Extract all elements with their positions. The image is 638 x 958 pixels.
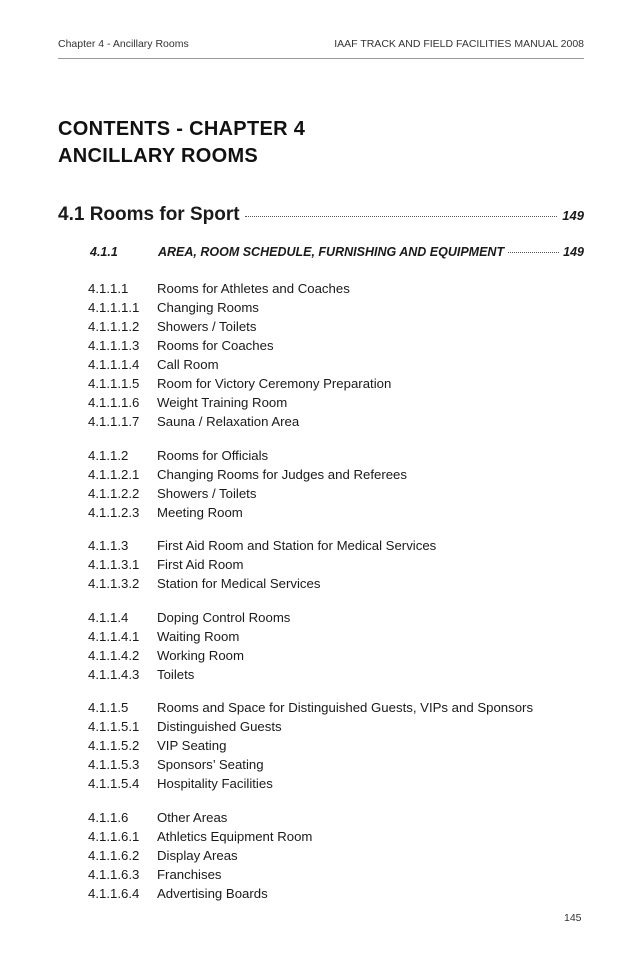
toc-item[interactable] bbox=[88, 536, 584, 555]
toc-item[interactable] bbox=[88, 336, 584, 355]
toc-item[interactable] bbox=[88, 374, 584, 393]
toc-subsection-number: 4.1.1 bbox=[90, 245, 118, 259]
toc-item-title: VIP Seating bbox=[157, 738, 227, 753]
toc-item[interactable] bbox=[88, 555, 584, 574]
toc-item-number: 4.1.1.1.3 bbox=[88, 338, 140, 353]
toc-item-number: 4.1.1.1.2 bbox=[88, 319, 140, 334]
toc-item[interactable] bbox=[88, 646, 584, 665]
toc-item-number: 4.1.1.6 bbox=[88, 809, 129, 825]
toc-item-number: 4.1.1.4.1 bbox=[88, 628, 140, 644]
toc-item-number: 4.1.1.1 bbox=[88, 281, 129, 296]
toc-item-title: First Aid Room and Station for Medical Services bbox=[157, 538, 437, 553]
toc-subsection-page: 149 bbox=[563, 245, 584, 259]
toc-item[interactable] bbox=[88, 827, 584, 846]
toc-item[interactable] bbox=[88, 355, 584, 374]
toc-item-number: 4.1.1.6.3 bbox=[88, 866, 140, 882]
toc-item-number: 4.1.1.1.5 bbox=[88, 376, 140, 391]
toc-group bbox=[88, 808, 584, 903]
toc-item-number: 4.1.1.4.3 bbox=[88, 666, 140, 682]
toc-section-label: 4.1 Rooms for Sport bbox=[58, 204, 240, 225]
toc-item-number: 4.1.1.1.7 bbox=[88, 414, 140, 429]
toc-item-title: Rooms for Officials bbox=[157, 447, 269, 463]
header-manual-title: IAAF TRACK AND FIELD FACILITIES MANUAL 2008 bbox=[334, 38, 584, 50]
toc-item-title: Rooms for Athletes and Coaches bbox=[157, 281, 350, 296]
toc-item-number: 4.1.1.4.2 bbox=[88, 647, 140, 663]
toc-item[interactable] bbox=[88, 717, 584, 736]
toc-item-title: Sauna / Relaxation Area bbox=[157, 414, 300, 429]
toc-item-number: 4.1.1.2.1 bbox=[88, 466, 140, 482]
toc-item[interactable] bbox=[88, 698, 584, 717]
toc-item-number: 4.1.1.5 bbox=[88, 700, 129, 715]
toc-group bbox=[88, 536, 584, 593]
toc-item-title: Meeting Room bbox=[157, 504, 243, 520]
toc-item-title: Athletics Equipment Room bbox=[157, 828, 313, 844]
toc-item-title: Changing Rooms bbox=[157, 300, 259, 315]
toc-group bbox=[88, 698, 584, 793]
toc-item-number: 4.1.1.5.1 bbox=[88, 719, 140, 734]
toc-item[interactable] bbox=[88, 846, 584, 865]
toc-item-number: 4.1.1.1.1 bbox=[88, 300, 140, 315]
toc-item[interactable] bbox=[88, 446, 584, 465]
page-title-line-1: CONTENTS - CHAPTER 4 bbox=[58, 118, 306, 140]
toc-item-title: Call Room bbox=[157, 357, 219, 372]
toc-item[interactable] bbox=[88, 627, 584, 646]
toc-item-title: Rooms for Coaches bbox=[157, 338, 274, 353]
toc-dot-leader bbox=[508, 252, 559, 253]
header-divider bbox=[58, 58, 584, 59]
toc-group bbox=[88, 446, 584, 522]
toc-group bbox=[88, 608, 584, 684]
toc-item-title: First Aid Room bbox=[157, 557, 244, 572]
toc-section-page: 149 bbox=[562, 208, 584, 223]
page-header bbox=[58, 38, 584, 50]
toc-item-title: Distinguished Guests bbox=[157, 719, 282, 734]
toc-item-number: 4.1.1.3.1 bbox=[88, 557, 140, 572]
toc-item[interactable] bbox=[88, 503, 584, 522]
toc-subsection-entry[interactable] bbox=[90, 245, 584, 259]
toc-item-number: 4.1.1.3 bbox=[88, 538, 129, 553]
toc-item-number: 4.1.1.5.2 bbox=[88, 738, 140, 753]
toc-item[interactable] bbox=[88, 608, 584, 627]
toc-item-title: Franchises bbox=[157, 866, 222, 882]
toc-list bbox=[88, 279, 584, 917]
toc-item[interactable] bbox=[88, 755, 584, 774]
toc-item-title: Working Room bbox=[157, 647, 244, 663]
toc-item-number: 4.1.1.5.3 bbox=[88, 757, 140, 772]
toc-item-title: Waiting Room bbox=[157, 628, 240, 644]
toc-item-number: 4.1.1.3.2 bbox=[88, 576, 140, 591]
toc-item-title: Other Areas bbox=[157, 809, 228, 825]
toc-item-title: Rooms and Space for Distinguished Guests, VIPs and Sponsors bbox=[157, 700, 534, 715]
toc-item[interactable] bbox=[88, 465, 584, 484]
toc-item-title: Advertising Boards bbox=[157, 885, 268, 901]
toc-item-number: 4.1.1.6.1 bbox=[88, 828, 140, 844]
toc-item-title: Hospitality Facilities bbox=[157, 776, 273, 791]
toc-item[interactable] bbox=[88, 736, 584, 755]
toc-item[interactable] bbox=[88, 317, 584, 336]
toc-item-number: 4.1.1.2.2 bbox=[88, 485, 140, 501]
toc-item-title: Display Areas bbox=[157, 847, 238, 863]
toc-item[interactable] bbox=[88, 279, 584, 298]
toc-item-title: Showers / Toilets bbox=[157, 319, 257, 334]
page-number: 145 bbox=[564, 912, 582, 924]
toc-item-number: 4.1.1.6.2 bbox=[88, 847, 140, 863]
toc-item[interactable] bbox=[88, 774, 584, 793]
toc-item-title: Room for Victory Ceremony Preparation bbox=[157, 376, 392, 391]
toc-item-title: Showers / Toilets bbox=[157, 485, 257, 501]
toc-item-number: 4.1.1.1.6 bbox=[88, 395, 140, 410]
toc-item[interactable] bbox=[88, 665, 584, 684]
toc-item-title: Station for Medical Services bbox=[157, 576, 321, 591]
toc-item-number: 4.1.1.5.4 bbox=[88, 776, 140, 791]
toc-item-title: Sponsors’ Seating bbox=[157, 757, 264, 772]
toc-item[interactable] bbox=[88, 574, 584, 593]
toc-subsection-title: AREA, ROOM SCHEDULE, FURNISHING AND EQUIPMENT bbox=[158, 245, 505, 259]
header-chapter: Chapter 4 - Ancillary Rooms bbox=[58, 38, 189, 50]
toc-item[interactable] bbox=[88, 865, 584, 884]
toc-item[interactable] bbox=[88, 484, 584, 503]
toc-item[interactable] bbox=[88, 884, 584, 903]
toc-item[interactable] bbox=[88, 412, 584, 431]
toc-item-number: 4.1.1.2 bbox=[88, 447, 129, 463]
toc-item-title: Toilets bbox=[157, 666, 195, 682]
toc-item-number: 4.1.1.2.3 bbox=[88, 504, 140, 520]
toc-item-number: 4.1.1.6.4 bbox=[88, 885, 140, 901]
toc-dot-leader bbox=[245, 216, 558, 217]
toc-item[interactable] bbox=[88, 298, 584, 317]
page-title bbox=[58, 116, 305, 170]
toc-item-number: 4.1.1.4 bbox=[88, 609, 129, 625]
toc-item-title: Changing Rooms for Judges and Referees bbox=[157, 466, 407, 482]
toc-item-title: Weight Training Room bbox=[157, 395, 288, 410]
toc-group bbox=[88, 279, 584, 431]
toc-item-title: Doping Control Rooms bbox=[157, 609, 291, 625]
toc-item[interactable] bbox=[88, 393, 584, 412]
toc-section-entry[interactable] bbox=[58, 204, 584, 226]
toc-item-number: 4.1.1.1.4 bbox=[88, 357, 140, 372]
toc-item[interactable] bbox=[88, 808, 584, 827]
page-title-line-2: ANCILLARY ROOMS bbox=[58, 145, 259, 167]
